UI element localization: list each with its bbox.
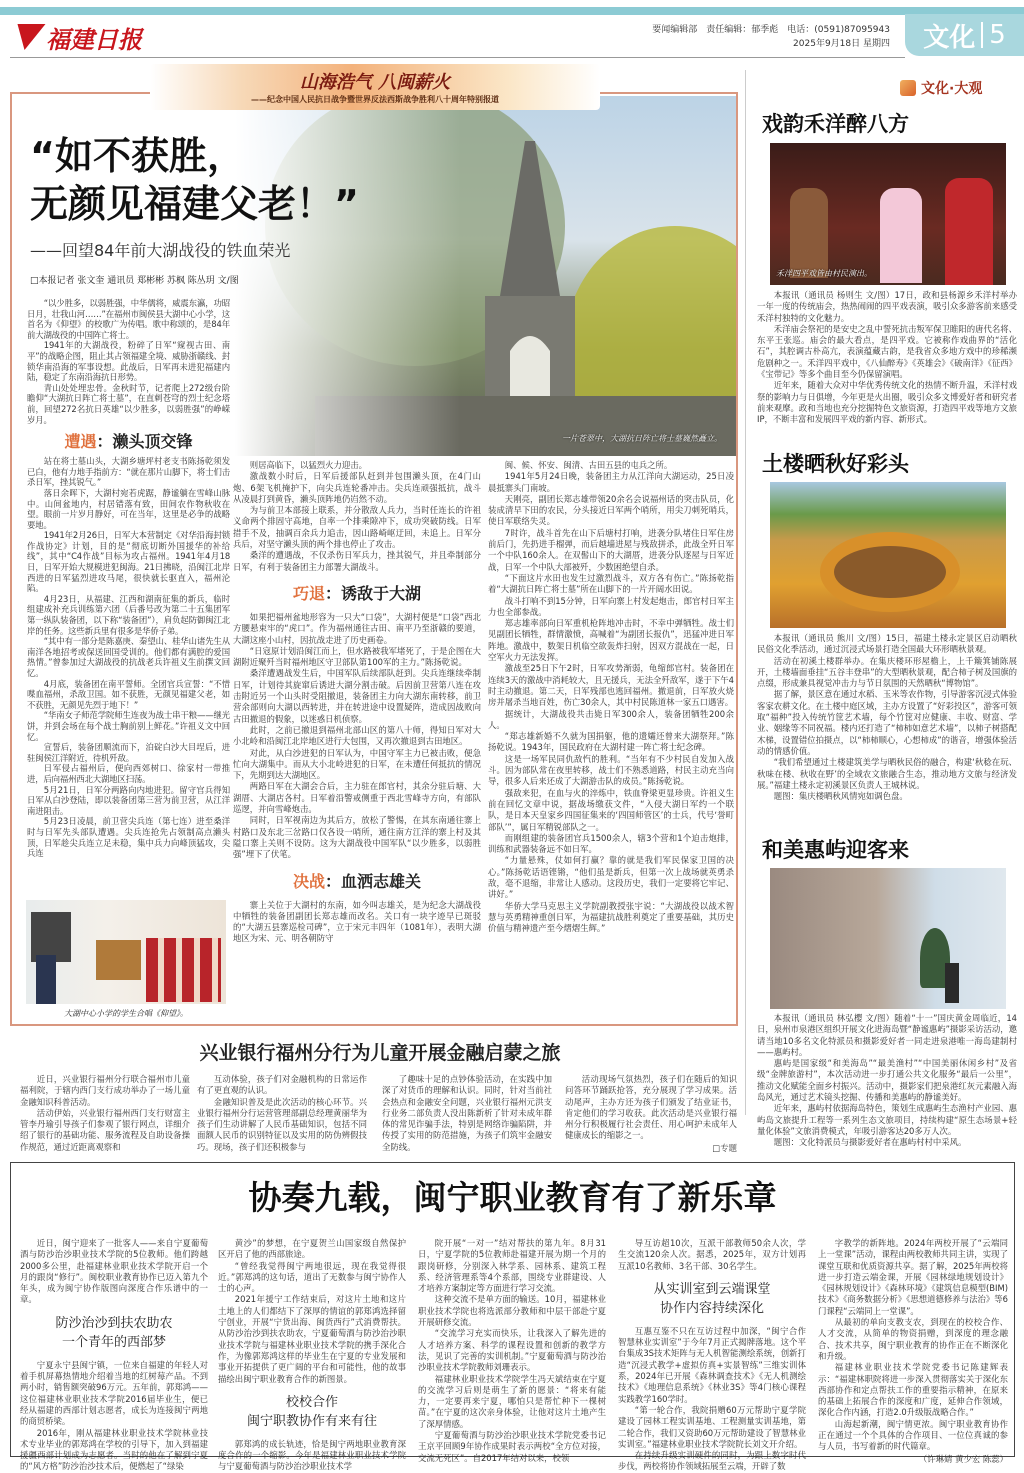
huiyu-article-text — [757, 1013, 1017, 1149]
paragraph: 青山处处埋忠骨。金秋时节，记者爬上272级台阶瞻仰“大湖抗日阵亡将士墓”，在直刺苍穹的烈士纪念塔前，回望272名抗日英雄“以少胜多，以弱胜强”的峥嵘岁月。 — [27, 382, 230, 425]
paragraph: 互动体验，孩子们对金融机构的日常运作有了更直观的认识。 — [197, 1074, 367, 1096]
bottom-col-3 — [418, 1238, 606, 1464]
bank-signature: □专题 — [712, 1142, 737, 1153]
paragraph: 为与前卫本部接上联系，并分散敌人兵力，当时任连长的许祖义命两个排固守高地，自率一个排乘隙冲下，成功突破防线。日军措手不及，抽调百余兵力追击，因山路崎岖迂回，未追上。日军分兵后，对坚守濑头顶的两个排也停止了攻击。 — [233, 505, 481, 550]
page-section-tab — [905, 14, 1024, 56]
paragraph: 近日，闽宁迎来了一批客人——来自宁夏葡萄酒与防沙治沙职业技术学院的5位教师。他们跨越2000多公里，赴福建林业职业技术学院开启一个月的跟岗“修行”。闽校职业教育协作已迈入第九个年头，成为闽宁协作版图向深度合作乐谱中的一章。 — [20, 1238, 208, 1305]
paragraph: 4月23日，从福建、江西和湖南征集的新兵，临时组建成补充兵训练第六团（后番号改为第二十五集团军第一纵队装备团，以下称“装备团”），肩负起防御闽江北岸的任务。这些新兵里有很多是华侨子弟。 — [27, 593, 230, 636]
logo-text: 福建日报 — [46, 24, 142, 54]
bottom-col-2 — [218, 1238, 406, 1473]
bank-article-headline: 兴业银行福州分行为儿童开展金融启蒙之旅 — [199, 1042, 561, 1064]
paragraph: “我们希望通过土楼建筑美学与晒秋民俗的融合，构建‘秋稔在玩、秋味在楼、秋收在野’的全域农文旅融合生态，推动地方文旅与经济发展。”福建土楼永定初溪景区负责人王城林说。 — [757, 757, 1017, 790]
paragraph: 互惠互鉴不只在互访过程中加深，“闽宁合作智慧林业实训室”于今年7月正式揭牌落地。这个平台集成3S技术矩阵与无人机智能测绘系统，创新打造“沉浸式教学+虚拟仿真+实景智练”三维实训体系，2024年已开展《森林调查技术》《无人机测绘技术》《地理信息系统》《林业3S》等4门核心课程实践教学160学时。 — [618, 1325, 806, 1404]
paragraph: 本报讯（通讯员 林弘樱 文/图）随着“十一”国庆黄金周临近，14日，泉州市泉港区组织开展文化进海岛暨“静谧惠屿”摄影采访活动，邀请当地10多名文化特派员和摄影爱好者一同走进泉港唯一海岛建制村——惠屿村。 — [757, 1013, 1017, 1057]
main-col-3 — [488, 460, 734, 934]
series-banner — [150, 64, 600, 110]
paragraph: 近年来，随着大众对中华优秀传统文化的热情不断升温，禾洋村戏祭的影响力与日俱增，今年更是火出圈，吸引众多文博爱好者和研究者前来观摩。政和当地也充分挖掘特色文旅资源，打造四平戏等地方文旅IP，不断丰富和发展四平戏的新内容、新形式。 — [757, 380, 1017, 425]
paragraph: 同时，日军视南边为其后方，放松了警惕，在其东南通往寨上村路口及东北三岔路口仅各设一哨所，通往南方江洋的寨上村及其隘口寨上关则不设防。这为大湖战役中国军队“以少胜多，以弱胜强”埋下了伏笔。 — [233, 815, 481, 860]
paragraph: 了趣味十足的点钞体验活动，在实践中加深了对货币的理解和认识。同时，针对当前社会热点和金融安全问题，兴业银行福州元洪支行业务二部负责人没出陈新析了针对未成年群体的常见诈骗手法，特别是网络诈骗陷阱，并传授了实用的防范措施，为孩子们筑牢金融安全防线。 — [382, 1074, 552, 1152]
paragraph: 日军侵占福州后，便向西郊树口、徐家村一带推进，后向福州西北大湖地区扫荡。 — [27, 763, 230, 784]
heading-red: 遭遇 — [64, 432, 97, 452]
paragraph: 桑洋的遭遇战，不仅杀伤日军兵力，挫其锐气，并且牵制部分日军，有利于装备团主力部署大湖战斗。 — [233, 550, 481, 572]
subhead-line: 一个青年的西部梦 — [61, 1334, 166, 1350]
photographer — [945, 963, 959, 1003]
bank-col-4 — [565, 1074, 737, 1154]
paragraph: 桑洋遭遇战发生后，中国军队后续部队赶到。尖兵连继续牵制日军，计划待其旋窜后诱进大湖分割击破。后因前卫营第八连在攻击附近另一个山头时受阻撤退，装备团主力向大湖东南转移，前卫营余部则向大湖以西转进，并在转进途中设置疑阵，造成因战败向古田撤退的假象，以迷惑日机侦察。 — [233, 668, 481, 724]
paragraph: 从最初的单向支教支农，到现在的校校合作、人才交流，从简单的物资捐赠，到深度的理念融合、技术共享，闽宁职业教育的协作正在不断深化和升级。 — [818, 1317, 1008, 1361]
paragraph: 4月底，装备团在南平誓师。全团官兵宣誓：“不惜喋血福州，杀敌卫国。如不获胜，无颜见福建父老，如不获胜，无颜见先烈于地下！” — [27, 678, 230, 710]
piano — [96, 940, 141, 980]
paragraph: 则居高临下，以猛烈火力迎击。 — [249, 460, 368, 470]
paragraph: 活动伊始，兴业银行福州西门支行财富主管李丹瑜引导孩子们参观了银行网点，详细介绍了银行的基础功能、服务流程及自助设备操作规范，通过近距离观察和 — [20, 1107, 190, 1152]
subhead-line: 协作内容持续深化 — [659, 1300, 764, 1316]
paragraph: 这种交流不是单方面的输送。10月，福建林业职业技术学院也将选派部分教师和中层干部赴宁夏开展研修交流。 — [418, 1294, 606, 1328]
paragraph: 宁夏葡萄酒与防沙治沙职业技术学院党委书记王京平回顾9年协作成果时表示两校“全方位对接，交流无死区”。自2017年结对以来，校领 — [418, 1430, 606, 1463]
paragraph: 山海起新潮，闽宁情更浓。闽宁职业教育协作正在通过一个个具体的合作项目、一位位真诚的参与人员，书写着新的时代篇章。 — [818, 1418, 1008, 1452]
paragraph: 对此，从白沙进犯的日军认为，中国守军主力已被击败，便急忙向大湖集中。而从大小北岭进犯的日军，在未遭任何抵抗的情况下，先期到达大湖地区。 — [233, 747, 481, 781]
paragraph: 在持续升级实训硬件的同时，为跟上数字时代步伐，两校将协作领域拓展至云端，开辟了数 — [618, 1450, 806, 1472]
performer-1 — [790, 188, 828, 278]
classroom-photo-caption: 大湖中心小学的学生合唱《仰望》。 — [64, 1009, 188, 1018]
paragraph: 禾洋庙会祭祀的是安史之乱中誓死抗击叛军保卫睢阳的唐代名将、东平王张巡。庙会的最大看点，是四平戏。它被称作戏曲界的“活化石”，其腔调古朴高亢，表演蕴藏古韵，是我省众多地方戏中的珍稀濒危剧种之一。禾洋四平戏中，《八仙醉寿》《英雄会》《破南洋》《征西》《宝带记》等多个曲目至今仍保留演唱。 — [757, 323, 1017, 380]
tulou-headline: 土楼晒秋好彩头 — [762, 451, 909, 476]
students — [146, 938, 221, 1002]
paragraph: 金融知识普及是此次活动的核心环节。兴业银行福州分行运营管理部副总经理黄丽华为孩子们生动讲解了人民币基础知识，包括不同面额人民币的识别特征以及实用的防伪辨假技巧。现场，孩子们还积极参与 — [197, 1096, 367, 1152]
paragraph: 站在将士墓山头，大湖乡塘坪村老支书陈扬乾须发已白，他有力地手指前方：“就在那片山脚下，将士们击杀日军，挫其锐气。” — [27, 456, 230, 488]
editor-info: 要闻编辑部 责任编辑：郁季彪 电话：(0591)87095943 — [652, 25, 890, 35]
paragraph: “曾经我觉得闽宁两地很远，现在我觉得很近。”郭郑鸿的这句话，道出了无数参与闽宁协作人士的心声。 — [218, 1260, 406, 1294]
paragraph: “交流学习充实而快乐，让我深入了解先进的人才培养方案、科学的课程设置和创新的教学方法，见识了完善的实训机制。”宁夏葡萄酒与防沙治沙职业技术学院教师刘珊表示。 — [418, 1328, 606, 1373]
paragraph: 福建林业职业技术学院党委书记陈建辉表示：“福建林职院将进一步深入贯彻落实关于深化东西部协作和定点帮扶工作的重要指示精神，在原来的基础上拓展合作的深度和广度，延伸合作领域，深化合作内涵，打造2.0升级版战略合作。” — [818, 1362, 1008, 1418]
main-byline: □本报记者 张文奎 通讯员 郑彬彬 苏枫 陈丛玥 文/图 — [30, 276, 239, 286]
section-label-text: 文化·大观 — [921, 81, 983, 97]
header-rule — [10, 57, 905, 58]
heading-black: ：濑头顶交锋 — [96, 432, 193, 452]
paragraph: 据统计，大湖战役共击毙日军300余人，装备团牺牲200余人。 — [488, 708, 734, 730]
paragraph: 7时许，战斗首先在山下后塘村打响，进袭分队堵住日军住房前后门，先扔进手榴弹，而后越墙进屋与残敌拼杀，此战全歼日军一个中队160余人。在双髻山下的大湖厝，进袭分队逐屋与日军近战，日军一个中队大部被歼，少数困绝望自杀。 — [488, 527, 734, 572]
paragraph: 福建林业职业技术学院学生冯天斌结束在宁夏的交流学习后则是萌生了新的愿景：“将来有能力，一定要再来宁夏，哪怕只是帮忙种下一棵树苗。”在宁夏的这次亲身体验，让他对这片土地产生了深厚情感。 — [418, 1373, 606, 1429]
tulou-photo — [770, 482, 1006, 628]
paragraph: “下面这片水田也发生过激烈战斗，双方各有伤亡。”陈扬乾指着“大湖抗日阵亡将士墓”所在山脚下的一片开阔水田说。 — [488, 572, 734, 595]
divider — [981, 22, 983, 48]
paragraph: 1941年的大湖战役，粉碎了日军“窥视古田、南平”的战略企图，阻止其占领福建全境、威胁浙赣线、封锁华南沿海的军事设想。此战后，日军再未进犯福建内陆，稳定了东南沿海抗日形势。 — [27, 340, 230, 383]
paragraph: 活动在初溪土楼群举办。在集庆楼环形屋檐上，上千簸箕铺陈展开，土楼墙面垂挂“五谷丰登串”的大型晒秋景观，配合柿子树及国旗的点缀，形成兼具视觉冲击力与节日氛围的天然晒秋“博物馆”。 — [757, 655, 1017, 689]
issue-date: 2025年9月18日 星期四 — [793, 39, 890, 49]
headline-line-1: “如不获胜， — [30, 134, 245, 178]
paragraph: “第一轮合作，我院捐赠60万元帮助宁夏学院建设了园林工程实训基地、工程测量实训基地，第二轮合作，我们又资助60万元帮助建设了智慧林业实训室。”福建林业职业技术学院院长刘文开介绍。 — [618, 1404, 806, 1449]
paragraph: 本报讯（通讯员 杨则生 文/图）17日，政和县杨源乡禾洋村举办一年一度的传统庙会，热热闹闹的四平戏表演，吸引众多游客前来感受禾洋村独特的文化魅力。 — [757, 290, 1017, 323]
paragraph: 题图：集庆楼晒秋风情宛如调色盘。 — [773, 791, 908, 802]
bottom-signature: （许琳婧 黄少宏 陈蕊） — [918, 1453, 1008, 1464]
paragraph: 闽、候、怀安、闽清、古田五县的屯兵之所。 — [504, 460, 673, 470]
paragraph: 黄沙”的梦想，在宁夏贺兰山国家级自然保护区开启了他的西部旅途。 — [218, 1238, 406, 1260]
paragraph: 2021年援宁工作结束后，对这片土地和这片土地上的人们都结下了深厚的情谊的郭郑鸿选择留宁创业，开展“宁货出海、闽货西行”式消费帮扶。从防沙治沙到扶农助农，宁夏葡萄酒与防沙治沙职业技术学院与福建林业职业技术学院的携手深化合作，为像郭郑鸿这样的毕业生在宁夏的专业发展和事业开拓提供了更广阔的平台和可能性，他的故事描绘出闽宁职业教育合作的新图景。 — [218, 1294, 406, 1384]
bottom-subhead-2 — [218, 1393, 406, 1431]
section-heading-encounter — [27, 429, 230, 452]
header-band — [0, 7, 1024, 15]
opera-photo — [770, 143, 1006, 285]
paragraph: 近年来，惠屿村依据海岛特色，策划生成惠屿生态渔村产业园、惠屿岛文旅提升工程等一系列生态文旅项目，持续构建“原生态场景+轻量化体验”文旅消费模式，年吸引游客达20多万人次。 — [757, 1103, 1017, 1136]
classroom-photo — [26, 900, 226, 1004]
bottom-col-4 — [618, 1238, 806, 1473]
bottom-subhead-3 — [618, 1280, 806, 1318]
monument-photo-caption: 一片苍翠中，大湖抗日阵亡将士墓巍然矗立。 — [562, 434, 722, 443]
paragraph: 5月23日凌晨，前卫营尖兵连（第七连）进至桑洋时与日军先头部队遭遇。尖兵连抢先占领制高点濑头顶，日军趁尖兵连立足未稳，集中兵力向峰顶猛攻，尖兵连 — [27, 816, 230, 859]
paragraph: 宣誓后，装备团顺流而下，泊碇白沙大目埕后，进驻闽侯江洋附近，待机歼敌。 — [27, 742, 230, 763]
opera-photo-caption: 禾洋四平戏皆由村民演出。 — [776, 269, 872, 278]
paragraph: 1941年5月24日晚，装备团主力从江洋向大湖运动，25日凌晨抵寨头门南坡。 — [488, 471, 734, 493]
main-col-2 — [233, 460, 481, 945]
heading-black: ：诱敌于大湖 — [325, 583, 422, 603]
page-number: 5 — [989, 20, 1006, 50]
paragraph: 5月21日，日军分两路向内地进犯。留守官兵得知日军从白沙登陆，即以装备团第三营为前卫营，从江洋南进阻击。 — [27, 784, 230, 816]
paragraph: 激战至25日下午2时，日军攻势渐弱，龟缩郎官村。装备团在连续3天的激战中消耗较大，且无援兵，无法全歼敌军，遂于下午4时主动撤退。第二天，日军残部也逃回福州。撤退前，日军放火烧房并屠杀当地百姓，伤亡30余人，其中村民陈道林一家五口遇害。 — [488, 663, 734, 708]
subhead-line: 校校合作 — [285, 1394, 338, 1410]
paragraph: 战斗打响不到15分钟，日军向寨上村发起炮击，郎官村日军主力也全部参战。 — [488, 595, 734, 617]
paragraph: 此时，之前已撤退到福州北部山区的第八十师，得知日军对大小北岭和沿闽江北岸地区进行大包围，又再次撤退到古田地区。 — [233, 724, 481, 747]
paragraph: “华南女子师范学院师生连夜为战士串干粮——继光饼，并到会场在每个战士胸前别上鲜花。”许祖义文中回忆。 — [27, 710, 230, 742]
paragraph: “郑志雄新婚不久就为国捐躯，他的遗孀还曾来大湖祭拜。”陈扬乾说。1943年，国民政府在大湖村建一阵亡将士纪念碑。 — [488, 731, 734, 753]
paragraph: 天刚亮，副团长郑志雄带领20余名会说福州话的突击队员，化装成清早下田的农民，分头接近日军两个哨所，用尖刀刺死哨兵，使日军联络失灵。 — [488, 493, 734, 527]
paragraph: 惠屿是国家级“和美海岛”“最美渔村”“中国美丽休闲乡村”及省级“金牌旅游村”，本次活动进一步打通公共文化服务“最后一公里”，推动文化赋能全面乡村振兴。活动中，摄影家们把泉港红灰元素融入海岛风光，通过艺术镜头挖掘、传播和美惠屿的静谧美好。 — [757, 1058, 1017, 1103]
bottom-col-5 — [818, 1238, 1008, 1465]
tulou-article-text — [757, 633, 1017, 802]
heading-black: ：血洒志雄关 — [325, 871, 422, 891]
paragraph: 寨上关位于大湖村的东南，如今叫志雄关，是为纪念大湖战役中牺牲的装备团副团长郑志雄而改名。关口有一块字迹早已斑驳的“大湖五县寨巡检司碑”，立于宋元丰四年（1081年），表明大湖地区为宋、元、明各朝防守 — [233, 899, 481, 944]
banner-title: 山海浩气 八闽薪火 — [299, 72, 451, 93]
heading-red: 巧退 — [292, 583, 325, 603]
bank-col-1 — [20, 1074, 190, 1153]
subhead-line: 闽宁职教协作有来有往 — [246, 1413, 377, 1429]
paragraph: 院开展“一对一”结对帮扶的第九年。8月31日，宁夏学院的5位教师赴福建开展为期一个月的跟岗研修，分别深入林学系、园林系、建筑工程系、经济管理系等4个系部，围绕专业群建设、人才培养方案制定等方面进行学习交流。 — [418, 1238, 606, 1294]
paragraph: 本报讯（通讯员 熊川 文/图）15日，福建土楼永定景区启动晒秋民俗文化季活动，通过沉浸式场景打造全国最大环形晒秋景观。 — [757, 633, 1017, 655]
paragraph: 华侨大学马克思主义学院副教授张宇说：“大湖战役以战术智慧与英勇精神重创日军，为福建抗战胜利奠定了重要基础，其历史价值与精神遗产至今熠熠生辉。” — [488, 900, 734, 934]
paragraph: 如果把福州盆地形容为一只大“口袋”，大湖村便是“口袋”西北方腰悬束牢的“虎口”。作为福州通往古田、南平乃至浙赣的要道，大湖这座小山村，因抗战走进了历史画卷。 — [233, 611, 481, 645]
section-name: 文化 — [923, 22, 976, 53]
paragraph: 据了解，景区意在通过水稻、玉米等农作物，引导游客沉浸式体验客家农耕文化。在土楼中庭区域，主办方设置了“好彩投区”，游客可领取“福种”投入传统竹筐艺术墙，每个竹筐对应健康、丰收、财富、学业、姻缘等不同祝福。楼内还打造了“柿柿如意艺术墙”，以柿子树搭配木梯，设置错位拍摄点，以“柿柿顺心，心想柿成”的谐音，增强体验活动的情感价值。 — [757, 689, 1017, 756]
subhead-line: 防沙治沙到扶农助农 — [55, 1315, 173, 1331]
paragraph: 落日余晖下，大湖村宛若虎踞，静谧躺在雪峰山脉中。山间盆地内，村居错落有致，田间农作物秋收在望。眼前一片岁月静好，可在当年，这里是必争的战略要地。 — [27, 487, 230, 530]
paragraph: “以少胜多，以弱胜强，中华儒将，威震东瀛，功昭日月，壮我山河……”在福州市闽侯县大湖中心小学，这首名为《仰望》的校歌广为传唱。歌中称颂的，是84年前大湖战役的中国阵亡将士。 — [27, 298, 230, 340]
bank-col-3 — [382, 1074, 552, 1153]
paragraph: 2016年，刚从福建林业职业技术学院林业技术专业毕业的郭郑鸿在学校的引导下，加入到福建援疆西部计划成为志愿者。当时的他在了解到宁夏的“风方格”防沙治沙技术后，便燃起了“绿染 — [20, 1427, 208, 1472]
intro-text — [27, 298, 230, 859]
paragraph: 1941年2月26日，日军大本营制定《对华沿海封锁作战协定》计划，目的是“彻底切断外国援华的补给线”，其中“C4作战”目标为攻占福州。1941年4月18日，日军开始大规模进犯闽海。21日拂晓，沿闽江北岸西进的日军猛烈进攻马尾，很快就长驱直入，福州沦陷。 — [27, 530, 230, 594]
performer-2 — [880, 188, 922, 283]
paragraph: “其中有一部分是陈嘉庚、秦望山、桂华山诸先生从南洋各地招考或保送回国受训的。他们都有满腔的爱国热情。”曾参加过大湖战役的抗战老兵许祖义生前撰文回忆。 — [27, 636, 230, 678]
paragraph: 宁夏永宁县闽宁镇，一位来自福建的年轻人对着手机屏幕热情地介绍着当地的红树莓产品。不到两小时，销售额突破96万元。五年前，郭郑鸿——这位福建林业职业技术学院2016届毕业生，便已经从福建的西部计划志愿者，成长为连接闽宁两地的商贸桥梁。 — [20, 1359, 208, 1427]
huiyu-headline: 和美惠屿迎客来 — [762, 837, 909, 862]
heading-red: 决战 — [292, 871, 325, 891]
headline-line-2: 无颜见福建父老！” — [30, 182, 359, 226]
culture-icon — [900, 80, 916, 96]
paragraph: 而刚组建的装备团官兵1500余人，辖3个营和1个迫击炮排，训练和武器装备远不如日军。 — [488, 832, 734, 855]
column-divider — [745, 70, 746, 1115]
opera-headline: 戏韵禾洋醉八方 — [762, 111, 909, 136]
subhead-line: 从实训室到云端课堂 — [653, 1281, 771, 1297]
paragraph: 郭郑鸿的成长轨迹，恰是闽宁两地职业教育深度合作的一个缩影。今年是福建林业职业技术学院与宁夏葡萄酒与防沙治沙职业技术学 — [218, 1438, 406, 1472]
bottom-subhead-1 — [20, 1314, 208, 1352]
paragraph: 强敌来犯，在血与火的淬炼中，铁血脊梁更显珍贵。许祖义生前在回忆文章中说，据战场缴获文件，“入侵大湖日军约一个联队，是日本天皇家乡四国征集来的‘四国师管区’的士兵，代号‘誉町部队’”，属日军精锐部队之一。 — [488, 787, 734, 832]
section-heading-battle — [233, 869, 481, 892]
paragraph: “日寇原计划沿闽江而上，但水路被我军堵死了，于是企图在大湖附近聚歼当时福州地区守卫部队第100军的主力。”陈扬乾说。 — [233, 645, 481, 668]
paragraph: 活动现场气氛热烈，孩子们在随后的知识问答环节踊跃抢答，充分展现了学习成果。活动尾声，主办方还为孩子们颁发了结业证书，肯定他们的学习收获。此次活动是兴业银行福州分行积极履行社会责任、用心呵护未成年人健康成长的缩影之一。 — [565, 1074, 737, 1141]
huiyu-photo — [770, 868, 1006, 1009]
banner-subtitle: ——纪念中国人民抗日战争暨世界反法西斯战争胜利八十周年特别报道 — [251, 95, 499, 104]
paragraph: 近日，兴业银行福州分行联合福州市儿童福利院，于辖内西门支行成功举办了一场儿童金融知识科普活动。 — [20, 1074, 190, 1107]
main-headline — [30, 132, 359, 228]
paragraph: 题图：文化特派员与摄影爱好者在惠屿村村中采风。 — [773, 1137, 967, 1148]
paragraph: 郑志雄率部向日军重机枪阵地冲击时，不幸中弹牺牲。战士们见副团长牺牲，群情激愤，高喊着“为副团长报仇”，迅猛冲进日军阵地。激战中，数架日机临空欲轰炸扫射，因双方混战在一起，日空军火力无法发挥。 — [488, 618, 734, 663]
bank-col-2 — [197, 1074, 367, 1153]
section-label — [900, 78, 982, 98]
logo-mark-icon — [11, 24, 46, 50]
paragraph: 导互访超10次，互派干部教师50余人次，学生交流120余人次。据悉，2025年，双方计划再互派10名教师、3名干部、30名学生。 — [618, 1238, 806, 1271]
section-heading-retreat — [233, 581, 481, 604]
performer-3 — [945, 178, 993, 285]
paragraph: 这是一场军民同仇敌忾的胜利。“当年有不少村民自发加入战斗。因为部队常在夜里转移，战士们不熟悉道路，村民主动充当向导，很多人后来还成了大湖游击队的成员。”陈扬乾说。 — [488, 753, 734, 787]
newspaper-logo — [14, 20, 142, 54]
main-subheadline: ——回望84年前大湖战役的铁血荣光 — [30, 241, 291, 260]
paragraph: 字教学的新阵地。2024年两校开展了“云端同上一堂课”活动，课程由两校教师共同主讲，实现了课堂互联和优质资源共享。据了解，2025年两校将进一步打造云端金课，开展《园林绿地规划设计》《园林规划设计》《森林环境》《建筑信息模型(BIM)技术》《商务数据分析》《思想道德修养与法治》等6门课程“云端同上一堂课”。 — [818, 1238, 1008, 1316]
opera-article-text — [757, 290, 1017, 426]
paragraph: 激战数小时后，日军后援部队赶到并包围濑头顶，在4门山炮、6架飞机掩护下，向尖兵连轮番冲击。尖兵连顽强抵抗，战斗从凌晨打到黄昏，濑头顶阵地仍岿然不动。 — [233, 471, 481, 504]
bottom-article-headline: 协奏九载，闽宁职业教育有了新乐章 — [248, 1178, 777, 1217]
paragraph: 两路日军在大湖会合后，主力驻在郎官村，其余分驻后塘、大湖厝、大湖店各村。日军着沿警戒侧重于西北雪峰寺方向，有部队巡逻，并向雪峰炮击。 — [233, 781, 481, 815]
paragraph: “力量悬殊，仗如何打赢？靠的就是我们军民保家卫国的决心。”陈扬乾话语铿锵，“他们虽是新兵，但第一次上战场就英勇杀敌，毫不退缩，非常让人感动。这段历史，我们一定要将它牢记、讲好。” — [488, 855, 734, 900]
tulou-ring — [820, 532, 960, 612]
teacher — [36, 955, 56, 1004]
bottom-col-1 — [20, 1238, 208, 1473]
